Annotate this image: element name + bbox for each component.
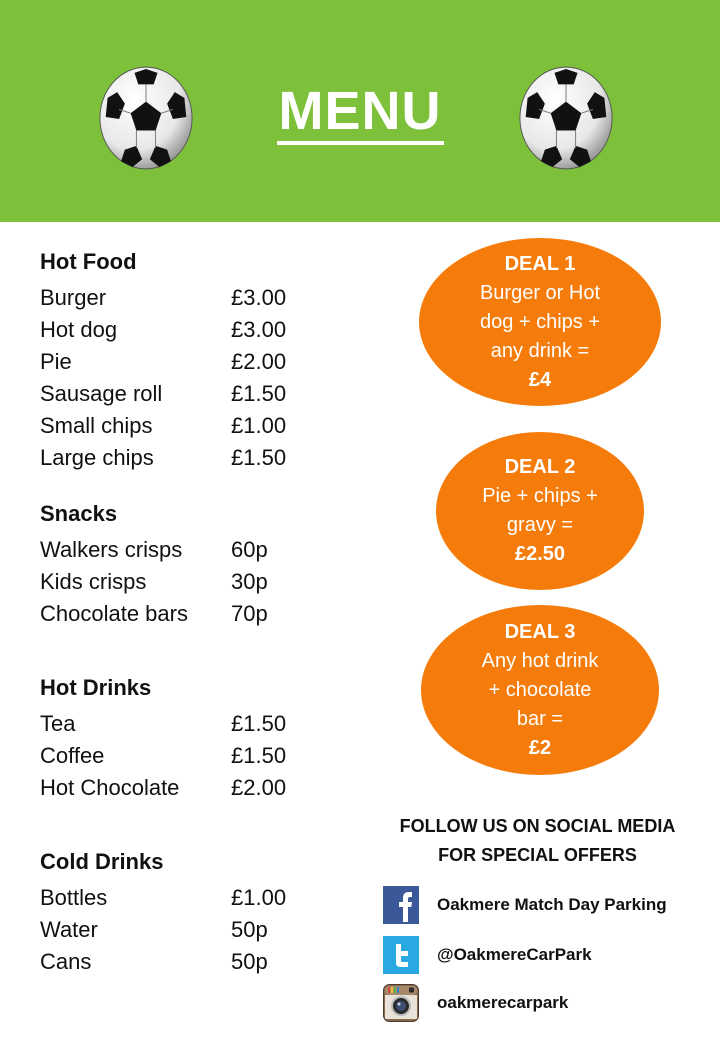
item-name: Coffee [40,743,105,768]
item-name: Kids crisps [40,569,147,594]
menu-section-hot-food [40,248,340,474]
facebook-icon [383,886,419,924]
item-price: £1.50 [231,743,287,768]
deal-price: £2.50 [514,543,566,565]
item-price: £1.50 [231,711,287,736]
twitter-icon [383,936,419,974]
item-name: Sausage roll [40,381,163,406]
item-price: £1.00 [231,885,287,910]
deal-price: £2 [528,736,552,759]
menu-item [40,946,340,978]
menu-item [40,410,340,442]
item-name: Hot dog [40,317,118,342]
menu-item [40,772,340,804]
menu-item [40,740,340,772]
item-price: £3.00 [231,317,287,342]
section-title: Hot Drinks [40,675,152,700]
item-name: Water [40,917,98,942]
menu-item [40,598,340,630]
twitter-handle: @OakmereCarPark [437,945,592,964]
deal-text: Any hot drink [481,649,599,672]
social-heading [365,812,710,870]
instagram-link[interactable] [383,983,713,1023]
item-price: £2.00 [231,775,287,800]
twitter-link[interactable] [383,935,713,975]
menu-item [40,882,340,914]
item-name: Cans [40,949,92,974]
deal-text: + chocolate [488,678,592,701]
deal-text: Pie + chips + [482,485,598,507]
item-price: £3.00 [231,285,287,310]
deal-title: DEAL 1 [504,252,576,275]
deal-2-badge [436,432,644,590]
deal-text: any drink = [490,339,590,362]
item-price: 70p [231,601,268,626]
menu-section-snacks [40,500,340,630]
item-price: £2.00 [231,349,287,374]
section-title: Snacks [40,501,118,526]
item-name: Walkers crisps [40,537,183,562]
menu-item [40,708,340,740]
deal-text: dog + chips + [479,310,601,333]
item-price: £1.00 [231,413,287,438]
deal-text: Burger or Hot [479,281,601,304]
item-price: 50p [231,917,268,942]
facebook-handle: Oakmere Match Day Parking [437,895,667,914]
menu-section-hot-drinks [40,674,340,804]
item-price: £1.50 [231,445,287,470]
item-name: Burger [40,285,107,310]
item-price: £1.50 [231,381,287,406]
instagram-icon [383,984,419,1022]
menu-item [40,378,340,410]
menu-item [40,282,340,314]
item-name: Tea [40,711,76,736]
menu-item [40,534,340,566]
page-title: MENU [0,80,720,142]
item-name: Large chips [40,445,154,470]
price-list [40,248,340,1004]
social-heading-line: FOR SPECIAL OFFERS [438,845,637,865]
menu-section-cold-drinks [40,848,340,978]
deal-text: gravy = [506,514,574,536]
deal-1-badge [419,238,661,406]
item-price: 30p [231,569,268,594]
item-price: 60p [231,537,268,562]
header-banner [0,0,720,222]
section-title: Cold Drinks [40,849,164,874]
item-name: Pie [40,349,72,374]
item-name: Bottles [40,885,108,910]
menu-item [40,314,340,346]
section-title: Hot Food [40,249,137,274]
deal-text: bar = [516,707,564,730]
social-heading-line: FOLLOW US ON SOCIAL MEDIA [399,816,676,836]
deal-title: DEAL 2 [504,456,576,478]
menu-item [40,566,340,598]
instagram-handle: oakmerecarpark [437,993,569,1012]
deal-title: DEAL 3 [504,620,576,643]
item-name: Small chips [40,413,153,438]
item-name: Hot Chocolate [40,775,180,800]
menu-item [40,346,340,378]
item-price: 50p [231,949,268,974]
menu-item [40,442,340,474]
facebook-link[interactable] [383,885,713,925]
item-name: Chocolate bars [40,601,188,626]
football-icon [518,65,614,171]
deal-3-badge [421,605,659,775]
deal-price: £4 [528,368,552,391]
menu-item [40,914,340,946]
